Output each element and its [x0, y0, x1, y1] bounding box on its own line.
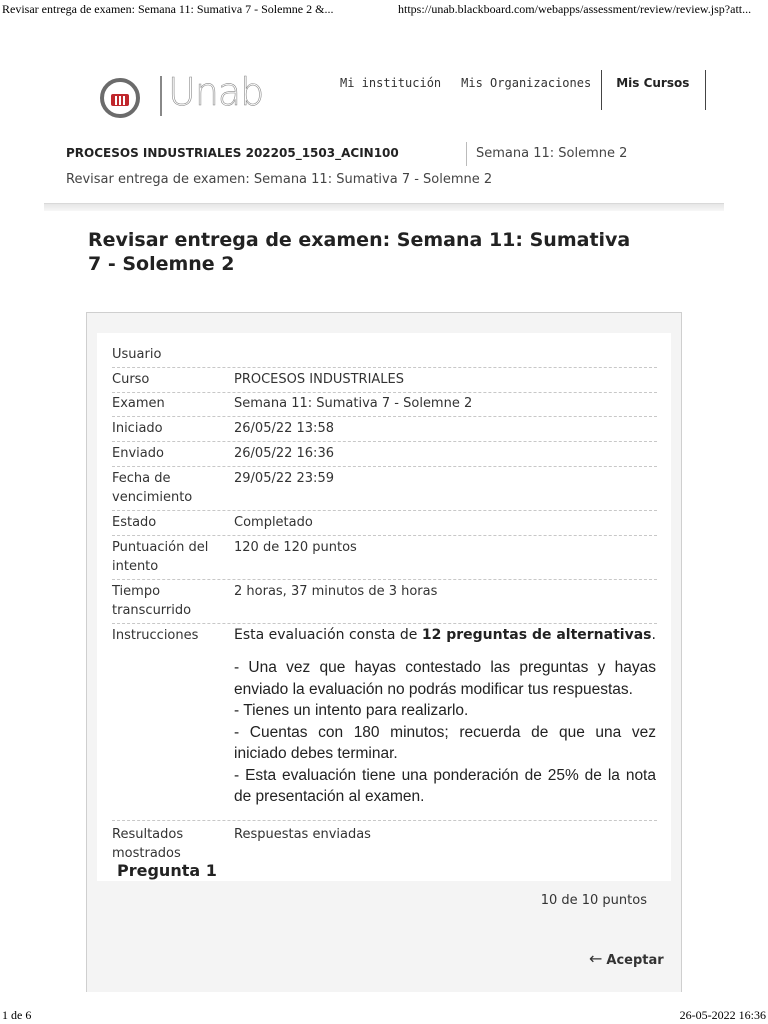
detail-label: Iniciado: [112, 421, 163, 436]
instruction-line: - Esta evaluación tiene una ponderación de 25% de la nota de presentación al examen.: [234, 766, 656, 805]
detail-row-tiempo: [112, 582, 657, 624]
logo-divider: [160, 76, 162, 116]
print-header-url: https://unab.blackboard.com/webapps/assessment/review/review.jsp?att...: [398, 2, 752, 16]
detail-value: Respuestas enviadas: [234, 827, 371, 842]
arrow-left-icon: ←: [589, 949, 603, 968]
detail-label: Estado: [112, 515, 157, 530]
instructions-lead-suffix: .: [651, 627, 656, 643]
detail-row-estado: [112, 513, 657, 536]
attempt-details: [97, 333, 671, 881]
nav-mis-organizaciones[interactable]: Mis Organizaciones: [461, 76, 592, 90]
nav-mi-institucion[interactable]: Mi institución: [340, 76, 442, 90]
instructions-content: [234, 626, 656, 808]
review-panel: [86, 312, 682, 992]
university-shield-icon: [100, 78, 140, 118]
detail-value: Semana 11: Sumativa 7 - Solemne 2: [234, 396, 473, 411]
question-points: 10 de 10 puntos: [540, 893, 647, 908]
detail-value: Completado: [234, 515, 313, 530]
detail-label: Enviado: [112, 446, 164, 461]
print-header-title: Revisar entrega de examen: Semana 11: Sumativa 7 - Solemne 2 &...: [2, 2, 334, 16]
unab-logo[interactable]: [96, 72, 266, 120]
detail-label: Puntuación del intento: [112, 540, 209, 574]
detail-label: Instrucciones: [112, 628, 199, 643]
breadcrumb-section-link[interactable]: Semana 11: Solemne 2: [476, 146, 628, 161]
detail-label: Curso: [112, 372, 150, 387]
accept-button[interactable]: [589, 949, 664, 968]
instruction-line: - Cuentas con 180 minutos; recuerda de que una vez iniciado debes terminar.: [234, 723, 656, 762]
detail-value: 29/05/22 23:59: [234, 471, 334, 486]
detail-row-enviado: [112, 444, 657, 467]
instructions-lead-prefix: Esta evaluación consta de: [234, 627, 422, 643]
detail-value: 120 de 120 puntos: [234, 540, 357, 555]
detail-row-puntuacion: [112, 538, 657, 580]
detail-label: Resultados mostrados: [112, 827, 184, 861]
detail-row-iniciado: [112, 419, 657, 442]
detail-row-curso: [112, 370, 657, 393]
breadcrumb-current-page: Revisar entrega de examen: Semana 11: Sumativa 7 - Solemne 2: [66, 172, 493, 187]
detail-row-examen: [112, 394, 657, 417]
page-title: Revisar entrega de examen: Semana 11: Sumativa 7 - Solemne 2: [88, 229, 631, 275]
detail-value: 26/05/22 16:36: [234, 446, 334, 461]
detail-value: PROCESOS INDUSTRIALES: [234, 372, 405, 387]
brand-name: Unab: [168, 70, 264, 114]
instruction-line: - Una vez que hayas contestado las preguntas y hayas enviado la evaluación no podrás modificar tus respuestas.: [234, 659, 656, 698]
instructions-lead: [234, 626, 656, 645]
instructions-lead-bold: 12 preguntas de alternativas: [421, 627, 652, 643]
header-separator: [44, 203, 724, 211]
detail-value: 26/05/22 13:58: [234, 421, 334, 436]
instructions-body: [234, 657, 656, 808]
detail-label: Usuario: [112, 347, 162, 362]
breadcrumb-course-link[interactable]: PROCESOS INDUSTRIALES 202205_1503_ACIN100: [66, 146, 399, 160]
top-navigation: [330, 70, 706, 110]
detail-value: 2 horas, 37 minutos de 3 horas: [234, 584, 438, 599]
detail-label: Examen: [112, 396, 165, 411]
print-footer-page: 1 de 6: [2, 1008, 32, 1022]
detail-row-usuario: [112, 345, 657, 368]
detail-label: Tiempo transcurrido: [112, 584, 192, 618]
detail-row-fecha-vencimiento: [112, 469, 657, 511]
breadcrumb-divider: [466, 142, 467, 166]
detail-label: Fecha de vencimiento: [112, 471, 193, 505]
print-footer-datetime: 26-05-2022 16:36: [679, 1008, 766, 1022]
instruction-line: - Tienes un intento para realizarlo.: [234, 702, 469, 719]
nav-mis-cursos[interactable]: Mis Cursos: [601, 70, 706, 110]
question-title: Pregunta 1: [117, 861, 217, 880]
detail-row-instrucciones: [112, 626, 657, 821]
accept-label: Aceptar: [606, 953, 664, 968]
